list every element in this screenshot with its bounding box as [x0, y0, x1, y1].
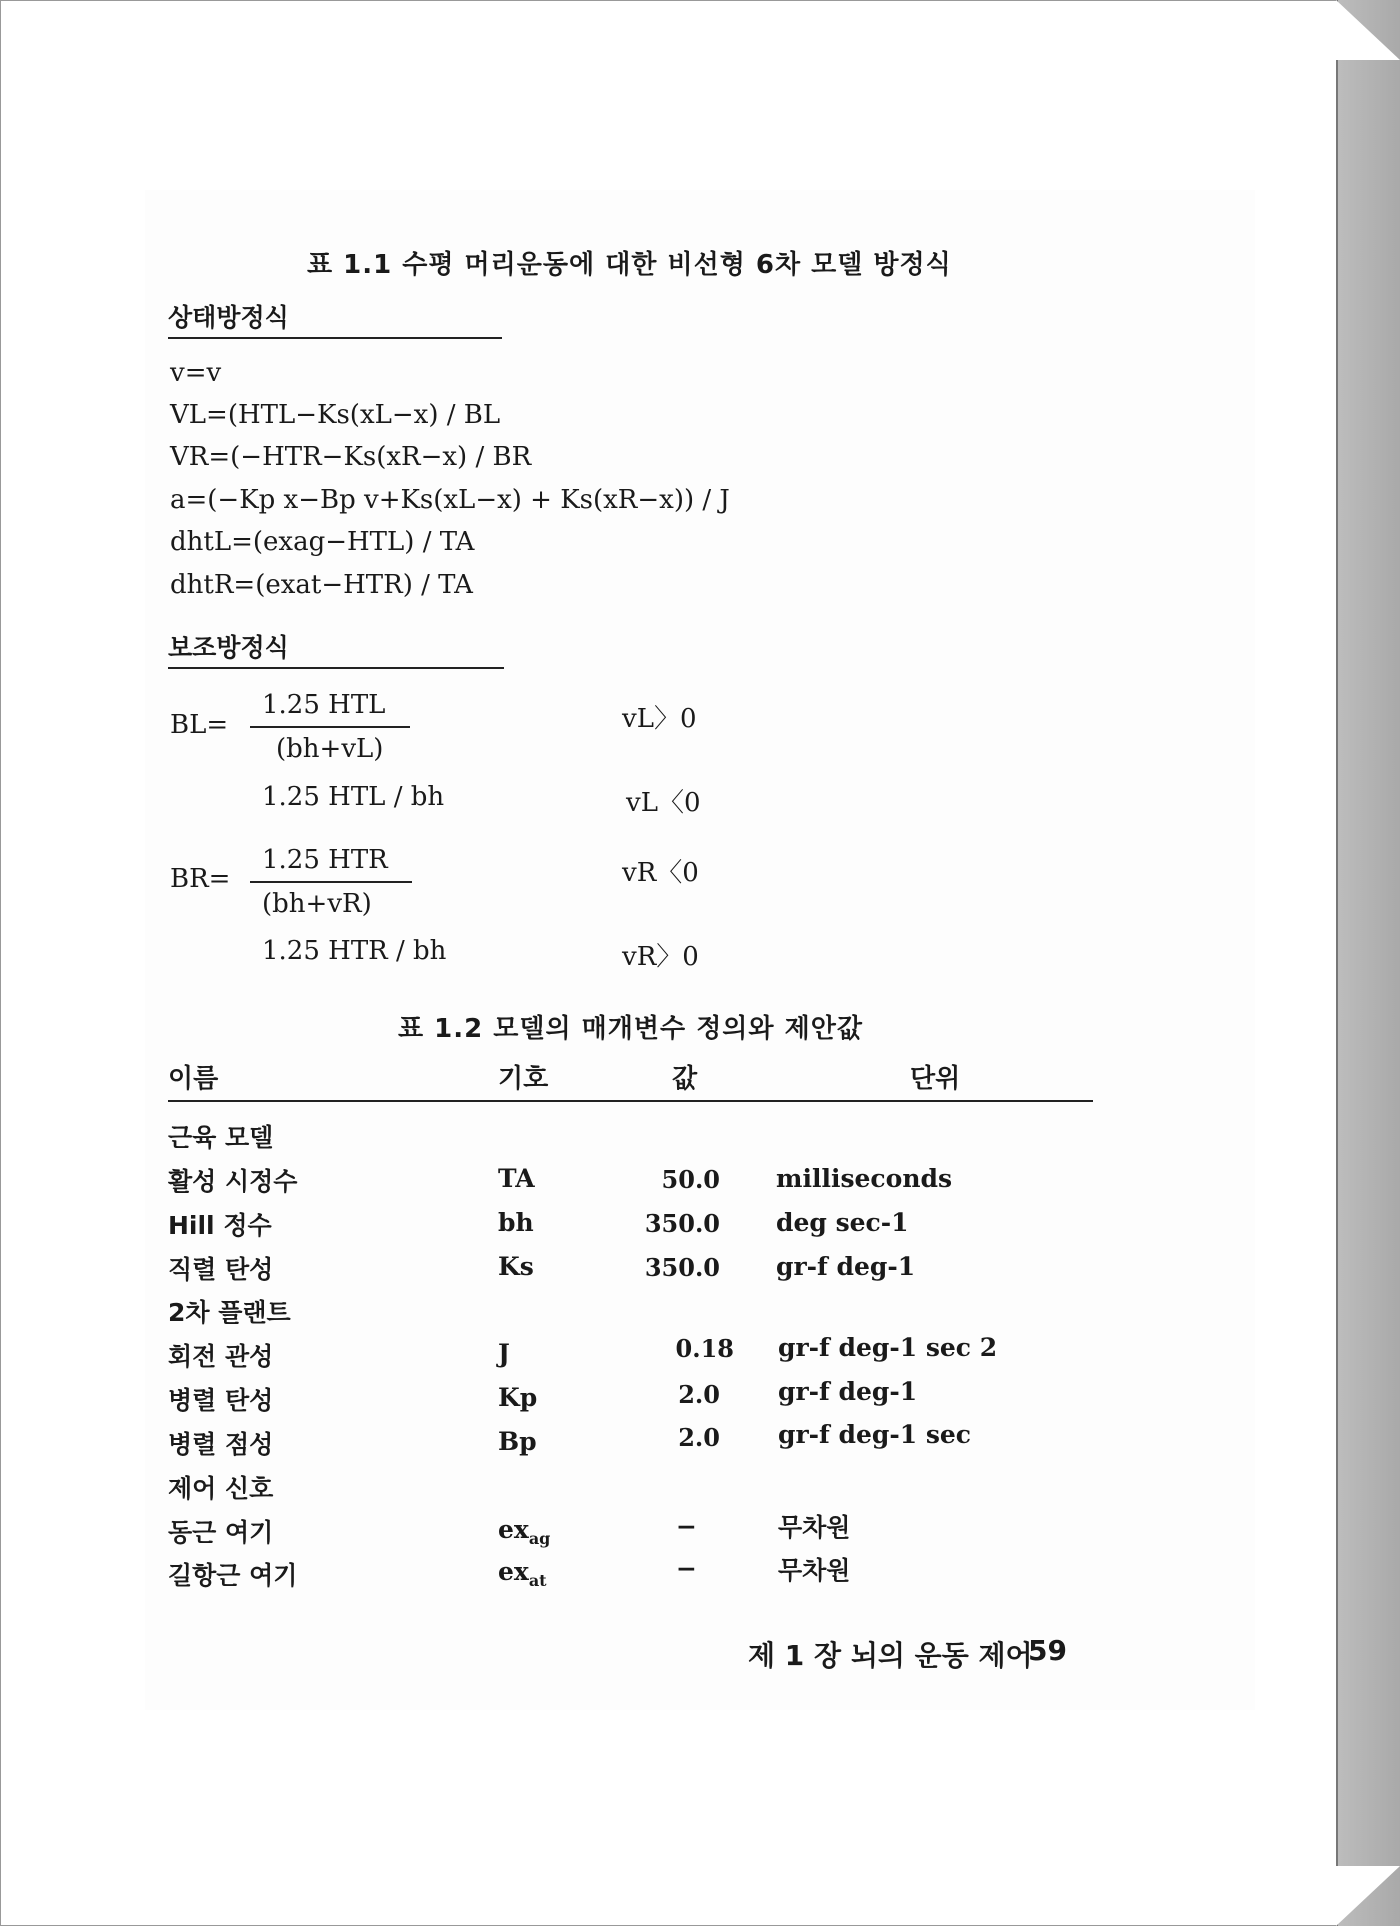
bl-lhs: BL=: [170, 710, 229, 740]
symbol-base: ex: [498, 1515, 529, 1544]
table-row-name: 제어 신호: [168, 1474, 274, 1503]
table-row-unit: milliseconds: [776, 1164, 953, 1193]
state-equations-heading: 상태방정식: [168, 303, 289, 332]
table-row-value: 2.0: [678, 1380, 720, 1409]
table-row-value: 350.0: [644, 1253, 720, 1282]
table-row-name: 동근 여기: [168, 1518, 274, 1547]
table-row-unit: gr-f deg-1: [778, 1377, 918, 1406]
bl-condition-1: vL〉0: [622, 704, 697, 734]
br-condition-1: vR〈0: [622, 858, 699, 888]
aux-equations-heading: 보조방정식: [168, 633, 289, 662]
table-row-name: 직렬 탄성: [168, 1255, 274, 1284]
table-row-value: 50.0: [661, 1165, 720, 1194]
table-row-value: 2.0: [678, 1423, 720, 1452]
bl-denominator: (bh+vL): [276, 734, 384, 764]
page-edge-shadow: [1336, 0, 1400, 1926]
column-header-symbol: 기호: [498, 1064, 549, 1094]
br-alternative: 1.25 HTR / bh: [262, 936, 447, 966]
br-numerator: 1.25 HTR: [262, 845, 388, 875]
table-row-name: 병렬 탄성: [168, 1386, 274, 1415]
table-row-value: −: [676, 1554, 697, 1583]
table-row-symbol: Kp: [498, 1383, 538, 1412]
bl-condition-2: vL〈0: [626, 788, 701, 818]
table-row-value: 350.0: [644, 1209, 720, 1238]
column-header-unit: 단위: [910, 1064, 961, 1094]
table-row-name: 병렬 점성: [168, 1430, 274, 1459]
table-row-value: 0.18: [675, 1334, 734, 1363]
table-row-symbol: TA: [498, 1164, 535, 1193]
table-row-unit: gr-f deg-1 sec 2: [778, 1333, 998, 1362]
column-header-name: 이름: [168, 1064, 219, 1094]
table-row-symbol: [498, 1515, 550, 1548]
symbol-subscript: ag: [528, 1529, 551, 1548]
state-equation: a=(−Kp x−Bp v+Ks(xL−x) + Ks(xR−x)) / J: [170, 485, 730, 515]
page-number: 59: [1028, 1634, 1067, 1667]
table-row-symbol: Ks: [498, 1252, 534, 1281]
table-row-unit: gr-f deg-1: [776, 1252, 916, 1281]
state-equation: dhtL=(exag−HTL) / TA: [170, 527, 475, 557]
bl-alternative: 1.25 HTL / bh: [262, 782, 445, 812]
table-row-symbol: J: [498, 1339, 510, 1368]
symbol-subscript: at: [528, 1571, 547, 1590]
bl-numerator: 1.25 HTL: [262, 690, 386, 720]
table-row-symbol: Bp: [498, 1427, 537, 1456]
state-equation: VR=(−HTR−Ks(xR−x) / BR: [170, 442, 532, 472]
table-row-name: 활성 시정수: [168, 1167, 298, 1196]
fraction-bar: [250, 726, 410, 728]
table-row-unit: 무차원: [778, 1513, 851, 1542]
br-denominator: (bh+vR): [262, 889, 372, 919]
state-equation: v=v: [170, 358, 222, 388]
br-lhs: BR=: [170, 864, 231, 894]
column-header-value: 값: [672, 1064, 698, 1094]
table-header-rule: [168, 1100, 1093, 1102]
table1-title: 표 1.1 수평 머리운동에 대한 비선형 6차 모델 방정식: [307, 250, 952, 280]
state-equation: dhtR=(exat−HTR) / TA: [170, 570, 473, 600]
table-row-value: −: [676, 1512, 697, 1541]
table-row-name: Hill 정수: [168, 1211, 272, 1240]
state-equation: VL=(HTL−Ks(xL−x) / BL: [170, 400, 501, 430]
table-row-symbol: [498, 1557, 547, 1590]
table-row-name: 근육 모델: [168, 1123, 274, 1152]
table-row-name: 2차 플랜트: [168, 1298, 291, 1327]
table2-title: 표 1.2 모델의 매개변수 정의와 제안값: [398, 1014, 863, 1044]
table-row-symbol: bh: [498, 1208, 534, 1237]
heading-underline: [168, 667, 504, 669]
table-row-name: 길항근 여기: [168, 1561, 298, 1590]
heading-underline: [168, 337, 502, 339]
table-row-name: 회전 관성: [168, 1342, 274, 1371]
table-row-unit: 무차원: [778, 1556, 851, 1585]
br-condition-2: vR〉0: [622, 942, 699, 972]
table-row-unit: gr-f deg-1 sec: [778, 1420, 972, 1449]
table-row-unit: deg sec-1: [776, 1208, 909, 1237]
chapter-title: 제 1 장 뇌의 운동 제어: [748, 1639, 1033, 1672]
fraction-bar: [250, 881, 412, 883]
page-edge-line: [1336, 0, 1338, 1926]
symbol-base: ex: [498, 1557, 529, 1586]
